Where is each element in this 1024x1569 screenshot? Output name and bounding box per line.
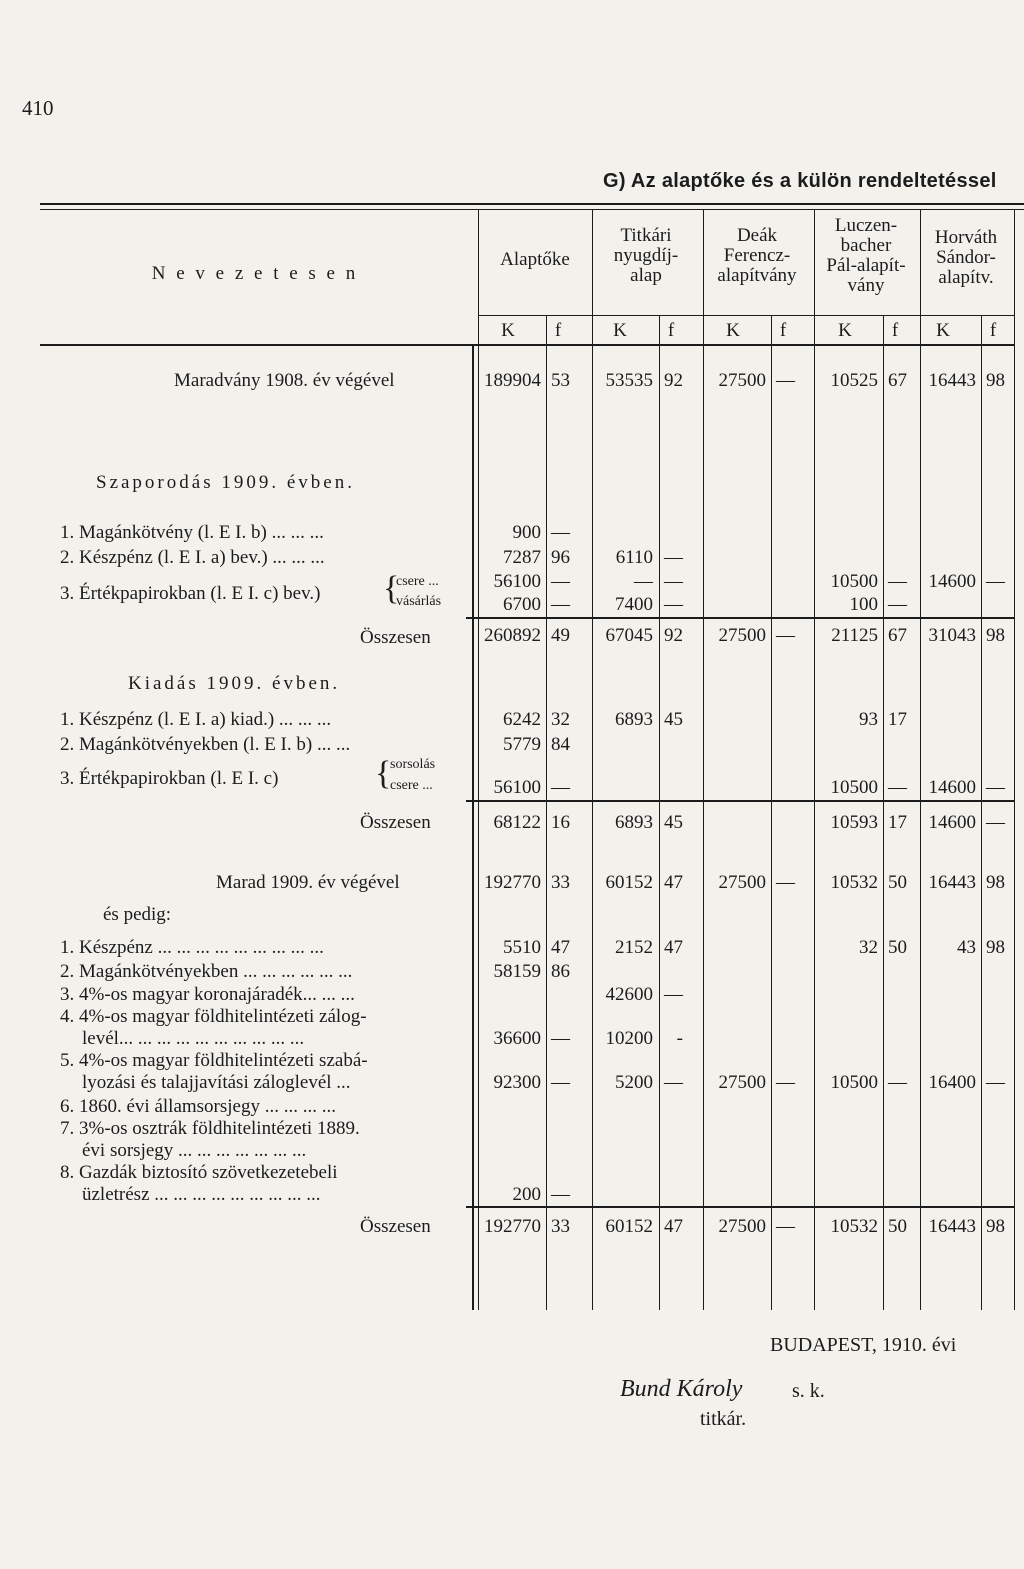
- kiad-item-3: 3. Értékpapirokban (l. E I. c): [60, 768, 279, 789]
- header-f: f: [891, 320, 899, 341]
- szap1-value-f: —: [551, 522, 570, 543]
- label-osszesen-2: Összesen: [360, 812, 431, 833]
- szap3a-value-k: 10500: [830, 571, 878, 592]
- szap-item-3: 3. Értékpapirokban (l. E I. c) bev.): [60, 583, 321, 604]
- osszesen1-value-k: 31043: [928, 625, 976, 646]
- column-rule: [1014, 210, 1015, 1310]
- maradvany-value-f: 92: [664, 370, 683, 391]
- osszesen1-value-f: 67: [888, 625, 907, 646]
- kiad1-value-f: 17: [888, 709, 907, 730]
- szap-sub-csere: csere ...: [396, 574, 439, 589]
- maradvany-value-k: 53535: [605, 370, 653, 391]
- pedig8-value-k: 200: [512, 1184, 541, 1205]
- pedig4-value-f: -: [676, 1028, 683, 1049]
- header-titkari: Titkári nyugdíj- alap: [613, 225, 679, 286]
- pedig5-value-k: 27500: [718, 1072, 766, 1093]
- osszesen1-value-f: 98: [986, 625, 1005, 646]
- header-f: f: [779, 320, 787, 341]
- osszesen3-value-k: 60152: [605, 1216, 653, 1237]
- szap3a-value-f: —: [986, 571, 1005, 592]
- szap3a-value-k: 14600: [928, 571, 976, 592]
- szap3b-value-k: 6700: [503, 594, 541, 615]
- pedig-item-5a: 5. 4%-os magyar földhitelintézeti szabá-: [60, 1050, 368, 1071]
- kiad3-value-k: 10500: [830, 777, 878, 798]
- szap2-value-k: 6110: [615, 547, 653, 568]
- szap3a-value-f: —: [888, 571, 907, 592]
- kiad3-value-f: —: [888, 777, 907, 798]
- pedig-item-4b: levél... ... ... ... ... ... ... ... ... ...: [82, 1028, 305, 1049]
- kiad3-value-f: —: [986, 777, 1005, 798]
- marad-value-f: 98: [986, 872, 1005, 893]
- header-k: K: [726, 320, 740, 341]
- szap3a-value-f: —: [551, 571, 570, 592]
- kiad3-value-f: —: [551, 777, 570, 798]
- header-luczen: Luczen- bacher Pál-alapít- vány: [826, 215, 906, 296]
- header-k: K: [501, 320, 515, 341]
- marad-value-k: 10532: [830, 872, 878, 893]
- pedig5-value-k: 5200: [615, 1072, 653, 1093]
- kiad1-value-f: 45: [664, 709, 683, 730]
- osszesen1-value-f: 92: [664, 625, 683, 646]
- header-deak: Deák Ferencz- alapítvány: [717, 225, 797, 286]
- osszesen2-value-k: 6893: [615, 812, 653, 833]
- osszesen3-value-k: 27500: [718, 1216, 766, 1237]
- pedig2-value-k: 58159: [493, 961, 541, 982]
- signature: Bund Károly: [620, 1376, 743, 1402]
- marad-value-k: 192770: [484, 872, 541, 893]
- brace-icon: {: [375, 755, 392, 792]
- szap-item-2: 2. Készpénz (l. E I. a) bev.) ... ... ...: [60, 547, 325, 568]
- osszesen3-value-k: 10532: [830, 1216, 878, 1237]
- kiad2-value-k: 5779: [503, 734, 541, 755]
- pedig1-value-k: 2152: [615, 937, 653, 958]
- marad-value-f: 47: [664, 872, 683, 893]
- marad-value-f: 33: [551, 872, 570, 893]
- page-number: 410: [22, 96, 54, 120]
- osszesen2-value-k: 68122: [493, 812, 541, 833]
- osszesen3-value-f: 47: [664, 1216, 683, 1237]
- label-maradvany: Maradvány 1908. év végével: [174, 370, 395, 391]
- sum-rule-1: [466, 617, 1014, 619]
- maradvany-value-f: 67: [888, 370, 907, 391]
- osszesen1-value-k: 27500: [718, 625, 766, 646]
- header-kf-rule: [478, 315, 1014, 316]
- maradvany-value-k: 16443: [928, 370, 976, 391]
- kiad1-value-k: 6242: [503, 709, 541, 730]
- label-es-pedig: és pedig:: [103, 904, 172, 925]
- szap2-value-f: 96: [551, 547, 570, 568]
- osszesen3-value-k: 16443: [928, 1216, 976, 1237]
- header-f: f: [554, 320, 562, 341]
- szap3b-value-f: —: [888, 594, 907, 615]
- header-nevezetesen: N e v e z e t e s e n: [151, 263, 359, 284]
- osszesen3-value-k: 192770: [484, 1216, 541, 1237]
- kiad1-value-k: 93: [859, 709, 878, 730]
- osszesen1-value-k: 260892: [484, 625, 541, 646]
- signature-sk: s. k.: [792, 1380, 825, 1402]
- sum-rule-2: [466, 800, 1014, 802]
- kiad1-value-k: 6893: [615, 709, 653, 730]
- szap3b-value-k: 100: [849, 594, 878, 615]
- pedig1-value-f: 50: [888, 937, 907, 958]
- szap3b-value-f: —: [551, 594, 570, 615]
- top-rule: [40, 203, 1024, 205]
- pedig-item-7a: 7. 3%-os osztrák földhitelintézeti 1889.: [60, 1118, 360, 1139]
- szap3b-value-f: —: [664, 594, 683, 615]
- maradvany-value-k: 189904: [484, 370, 541, 391]
- kiad3-value-k: 14600: [928, 777, 976, 798]
- header-f: f: [667, 320, 675, 341]
- header-horvath: Horváth Sándor- alapítv.: [934, 227, 998, 288]
- osszesen2-value-f: —: [986, 812, 1005, 833]
- label-osszesen-3: Összesen: [360, 1216, 431, 1237]
- pedig1-value-k: 5510: [503, 937, 541, 958]
- marad-value-k: 60152: [605, 872, 653, 893]
- pedig5-value-f: —: [888, 1072, 907, 1093]
- pedig8-value-f: —: [551, 1184, 570, 1205]
- osszesen2-value-f: 17: [888, 812, 907, 833]
- osszesen3-value-f: 98: [986, 1216, 1005, 1237]
- top-rule-2: [40, 209, 1024, 210]
- pedig-item-8a: 8. Gazdák biztosító szövetkezetebeli: [60, 1162, 338, 1183]
- maradvany-value-k: 10525: [830, 370, 878, 391]
- pedig-item-4a: 4. 4%-os magyar földhitelintézeti zálog-: [60, 1006, 367, 1027]
- szap1-value-k: 900: [512, 522, 541, 543]
- pedig2-value-f: 86: [551, 961, 570, 982]
- osszesen2-value-f: 16: [551, 812, 570, 833]
- pedig1-value-f: 98: [986, 937, 1005, 958]
- sum-rule-3: [466, 1206, 1014, 1208]
- brace-icon: {: [383, 570, 400, 607]
- maradvany-value-f: 98: [986, 370, 1005, 391]
- marad-value-f: 50: [888, 872, 907, 893]
- marad-value-k: 27500: [718, 872, 766, 893]
- pedig1-value-f: 47: [551, 937, 570, 958]
- osszesen2-value-k: 14600: [928, 812, 976, 833]
- label-kiadas: Kiadás 1909. évben.: [128, 673, 341, 694]
- pedig5-value-f: —: [776, 1072, 795, 1093]
- header-k: K: [613, 320, 627, 341]
- osszesen1-value-f: —: [776, 625, 795, 646]
- kiad3-value-k: 56100: [493, 777, 541, 798]
- section-heading: G) Az alaptőke és a külön rendeltetéssel: [603, 170, 997, 192]
- kiad-sub-sorsolas: sorsolás: [390, 757, 436, 772]
- osszesen3-value-f: 50: [888, 1216, 907, 1237]
- szap-item-1: 1. Magánkötvény (l. E I. b) ... ... ...: [60, 522, 324, 543]
- pedig4-value-k: 36600: [493, 1028, 541, 1049]
- pedig-item-2: 2. Magánkötvényekben ... ... ... ... ... ...: [60, 961, 353, 982]
- header-f: f: [989, 320, 997, 341]
- osszesen2-value-f: 45: [664, 812, 683, 833]
- osszesen1-value-f: 49: [551, 625, 570, 646]
- szap3a-value-k: —: [634, 571, 653, 592]
- pedig-item-3: 3. 4%-os magyar koronajáradék... ... ...: [60, 984, 355, 1005]
- kiad-item-2: 2. Magánkötvényekben (l. E I. b) ... ...: [60, 734, 351, 755]
- pedig-item-5b: lyozási és talajjavítási záloglevél ...: [82, 1072, 351, 1093]
- pedig3-value-f: —: [664, 984, 683, 1005]
- kiad2-value-f: 84: [551, 734, 570, 755]
- marad-value-f: —: [776, 872, 795, 893]
- pedig-item-7b: évi sorsjegy ... ... ... ... ... ... ...: [82, 1140, 307, 1161]
- maradvany-value-k: 27500: [718, 370, 766, 391]
- pedig4-value-f: —: [551, 1028, 570, 1049]
- osszesen3-value-f: —: [776, 1216, 795, 1237]
- szap3a-value-f: —: [664, 571, 683, 592]
- szap2-value-f: —: [664, 547, 683, 568]
- maradvany-value-f: —: [776, 370, 795, 391]
- pedig5-value-k: 10500: [830, 1072, 878, 1093]
- pedig5-value-f: —: [664, 1072, 683, 1093]
- maradvany-value-f: 53: [551, 370, 570, 391]
- header-bottom-rule: [40, 344, 1014, 346]
- header-alaptoke: Alaptőke: [500, 249, 570, 270]
- signature-title: titkár.: [700, 1408, 747, 1430]
- pedig-item-6: 6. 1860. évi államsorsjegy ... ... ... ...: [60, 1096, 336, 1117]
- label-osszesen-1: Összesen: [360, 627, 431, 648]
- szap3a-value-k: 56100: [493, 571, 541, 592]
- pedig3-value-k: 42600: [605, 984, 653, 1005]
- kiad1-value-f: 32: [551, 709, 570, 730]
- pedig5-value-k: 16400: [928, 1072, 976, 1093]
- pedig1-value-k: 43: [957, 937, 976, 958]
- pedig-item-8b: üzletrész ... ... ... ... ... ... ... ... ...: [82, 1184, 321, 1205]
- szap-sub-vasarlas: vásárlás: [396, 594, 442, 609]
- osszesen1-value-k: 67045: [605, 625, 653, 646]
- pedig1-value-k: 32: [859, 937, 878, 958]
- kiad-item-1: 1. Készpénz (l. E I. a) kiad.) ... ... ...: [60, 709, 332, 730]
- header-k: K: [936, 320, 950, 341]
- pedig5-value-f: —: [986, 1072, 1005, 1093]
- pedig5-value-f: —: [551, 1072, 570, 1093]
- kiad-sub-csere: csere ...: [390, 778, 433, 793]
- osszesen1-value-k: 21125: [831, 625, 878, 646]
- pedig5-value-k: 92300: [493, 1072, 541, 1093]
- marad-value-k: 16443: [928, 872, 976, 893]
- label-marad: Marad 1909. év végével: [216, 872, 400, 893]
- place-date: BUDAPEST, 1910. évi: [770, 1334, 957, 1356]
- szap2-value-k: 7287: [503, 547, 541, 568]
- label-szaporodas: Szaporodás 1909. évben.: [96, 472, 355, 493]
- pedig-item-1: 1. Készpénz ... ... ... ... ... ... ... ... ...: [60, 937, 324, 958]
- pedig4-value-k: 10200: [605, 1028, 653, 1049]
- osszesen2-value-k: 10593: [830, 812, 878, 833]
- pedig1-value-f: 47: [664, 937, 683, 958]
- header-k: K: [838, 320, 852, 341]
- osszesen3-value-f: 33: [551, 1216, 570, 1237]
- szap3b-value-k: 7400: [615, 594, 653, 615]
